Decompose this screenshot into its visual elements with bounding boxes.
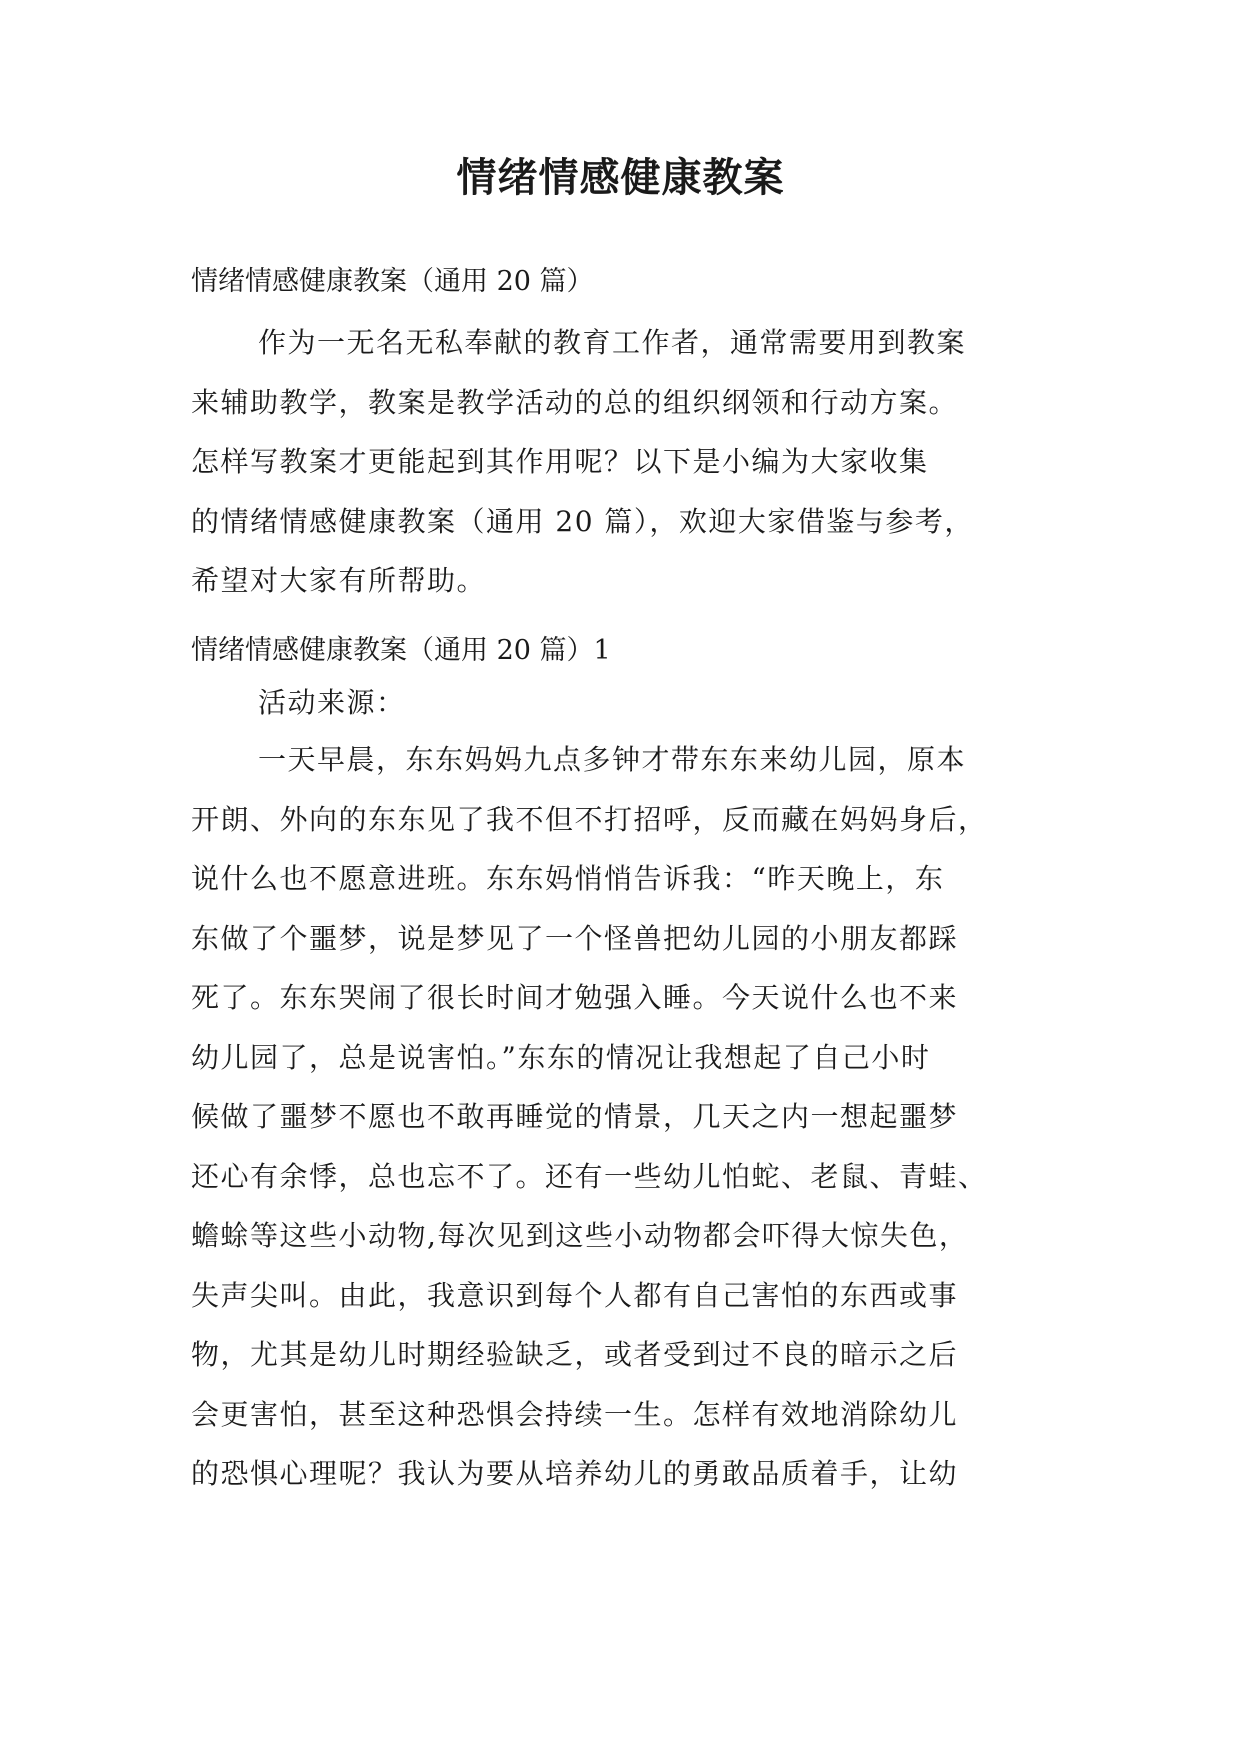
body-line: 候做了噩梦不愿也不敢再睡觉的情景，几天之内一想起噩梦: [191, 1100, 959, 1133]
intro-line: 怎样写教案才更能起到其作用呢？以下是小编为大家收集: [191, 445, 929, 478]
body-line: 一天早晨，东东妈妈九点多钟才带东东来幼儿园，原本: [258, 743, 967, 776]
body-line: 开朗、外向的东东见了我不但不打招呼，反而藏在妈妈身后，: [191, 802, 988, 836]
intro-line: 的情绪情感健康教案（通用 20 篇），欢迎大家借鉴与参考，: [191, 504, 974, 538]
document-subtitle: 情绪情感健康教案（通用 20 篇）: [191, 266, 594, 297]
body-line: 幼儿园了，总是说害怕。”东东的情况让我想起了自己小时: [191, 1040, 931, 1074]
section-heading: 情绪情感健康教案（通用 20 篇）1: [191, 635, 611, 666]
body-line: 的恐惧心理呢？我认为要从培养幼儿的勇敢品质着手，让幼: [191, 1457, 959, 1490]
activity-source-label: 活动来源：: [258, 686, 406, 719]
body-line: 还心有余悸，总也忘不了。还有一些幼儿怕蛇、老鼠、青蛙、: [191, 1159, 988, 1193]
body-line: 死了。东东哭闹了很长时间才勉强入睡。今天说什么也不来: [191, 981, 959, 1014]
intro-line: 作为一无名无私奉献的教育工作者，通常需要用到教案: [258, 326, 967, 359]
body-line: 失声尖叫。由此，我意识到每个人都有自己害怕的东西或事: [191, 1278, 959, 1312]
activity-source-paragraph: [191, 730, 1061, 1504]
intro-paragraph: [191, 313, 1061, 611]
body-line: 东做了个噩梦，说是梦见了一个怪兽把幼儿园的小朋友都踩: [191, 921, 959, 955]
intro-line: 来辅助教学，教案是教学活动的总的组织纲领和行动方案。: [191, 385, 959, 419]
body-line: 蟾蜍等这些小动物,每次见到这些小动物都会吓得大惊失色，: [191, 1219, 969, 1252]
body-line: 物，尤其是幼儿时期经验缺乏，或者受到过不良的暗示之后: [191, 1338, 959, 1371]
intro-line: 希望对大家有所帮助。: [191, 564, 487, 597]
body-line: 说什么也不愿意进班。东东妈悄悄告诉我：“昨天晚上，东: [191, 862, 945, 895]
body-line: 会更害怕，甚至这种恐惧会持续一生。怎样有效地消除幼儿: [191, 1397, 959, 1431]
document-title: 情绪情感健康教案: [456, 155, 785, 201]
